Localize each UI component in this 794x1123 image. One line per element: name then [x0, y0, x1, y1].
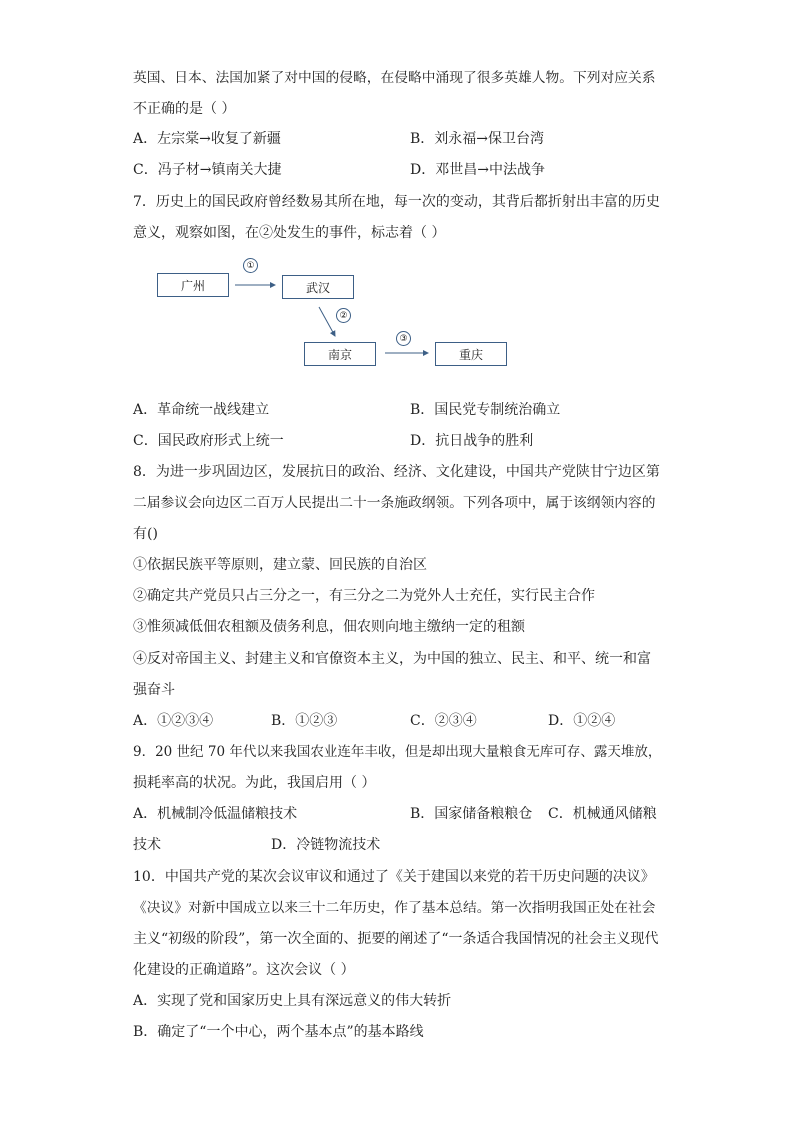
marker-1: ① [243, 258, 258, 273]
q8-item-2: ②确定共产党员只占三分之一，有三分之二为党外人士充任，实行民主合作 [133, 588, 595, 604]
q9-option-a: A．机械制冷低温储粮技术 [133, 806, 298, 822]
q10-stem-line4: 化建设的正确道路”。这次会议（ ） [133, 962, 355, 978]
q8-item-1: ①依据民族平等原则，建立蒙、回民族的自治区 [133, 557, 427, 573]
q9-option-c: C．机械通风储粮 [548, 806, 657, 822]
city-box-chongqing: 重庆 [435, 342, 507, 366]
q8-stem-line1: 8．为进一步巩固边区，发展抗日的政治、经济、文化建设，中国共产党陕甘宁边区第 [133, 464, 660, 480]
q6-option-b: B．刘永福→保卫台湾 [410, 131, 545, 147]
q9-option-d: D．冷链物流技术 [271, 837, 381, 853]
marker-2: ② [336, 308, 351, 323]
q8-stem-line3: 有() [133, 526, 158, 542]
q7-stem-line1: 7．历史上的国民政府曾经数易其所在地，每一次的变动，其背后都折射出丰富的历史 [133, 194, 660, 210]
q6-option-c: C．冯子材→镇南关大捷 [133, 162, 282, 178]
q7-option-c: C．国民政府形式上统一 [133, 433, 284, 449]
q8-option-d: D．①②④ [548, 713, 616, 729]
q10-stem-line3: 主义“初级的阶段”，第一次全面的、扼要的阐述了“一条适合我国情况的社会主义现代 [133, 931, 659, 947]
q7-stem-line2: 意义，观察如图，在②处发生的事件，标志着（ ） [133, 225, 446, 241]
q9-stem-line2: 损耗率高的状况。为此，我国启用（ ） [133, 775, 376, 791]
q8-option-c: C．②③④ [410, 713, 477, 729]
city-box-guangzhou: 广州 [157, 273, 229, 297]
marker-3: ③ [396, 331, 411, 346]
q9-option-b: B．国家储备粮粮仓 [410, 806, 533, 822]
city-box-wuhan: 武汉 [282, 275, 354, 299]
q10-stem-line2: 《决议》对新中国成立以来三十二年历史，作了基本总结。第一次指明我国正处在社会 [133, 900, 656, 916]
q10-option-a: A．实现了党和国家历史上具有深远意义的伟大转折 [133, 993, 452, 1009]
q8-item-4-cont: 强奋斗 [133, 682, 175, 698]
q6-stem-line1: 英国、日本、法国加紧了对中国的侵略，在侵略中涌现了很多英雄人物。下列对应关系 [133, 70, 656, 86]
city-box-nanjing: 南京 [304, 342, 376, 366]
q9-option-c-cont: 技术 [133, 837, 161, 853]
q8-item-4: ④反对帝国主义、封建主义和官僚资本主义，为中国的独立、民主、和平、统一和富 [133, 651, 651, 667]
arrow-2 [319, 307, 335, 336]
q9-stem-line1: 9．20 世纪 70 年代以来我国农业连年丰收，但是却出现大量粮食无库可存、露天堆放， [133, 744, 662, 760]
q10-stem-line1: 10．中国共产党的某次会议审议和通过了《关于建国以来党的若干历史问题的决议》 [133, 869, 655, 885]
q7-option-a: A．革命统一战线建立 [133, 402, 270, 418]
q10-option-b: B．确定了“一个中心，两个基本点”的基本路线 [133, 1024, 424, 1040]
q6-option-d: D．邓世昌→中法战争 [410, 162, 545, 178]
q7-option-b: B．国民党专制统治确立 [410, 402, 561, 418]
q7-option-d: D．抗日战争的胜利 [410, 433, 534, 449]
q6-stem-line2: 不正确的是（ ） [133, 101, 236, 117]
q6-option-a: A．左宗棠→收复了新疆 [133, 131, 281, 147]
q8-stem-line2: 二届参议会向边区二百万人民提出二十一条施政纲领。下列各项中，属于该纲领内容的 [133, 495, 656, 511]
q8-option-a: A．①②③④ [133, 713, 214, 729]
q8-option-b: B．①②③ [271, 713, 338, 729]
q8-item-3: ③惟须减低佃农租额及债务利息，佃农则向地主缴纳一定的租额 [133, 619, 525, 635]
